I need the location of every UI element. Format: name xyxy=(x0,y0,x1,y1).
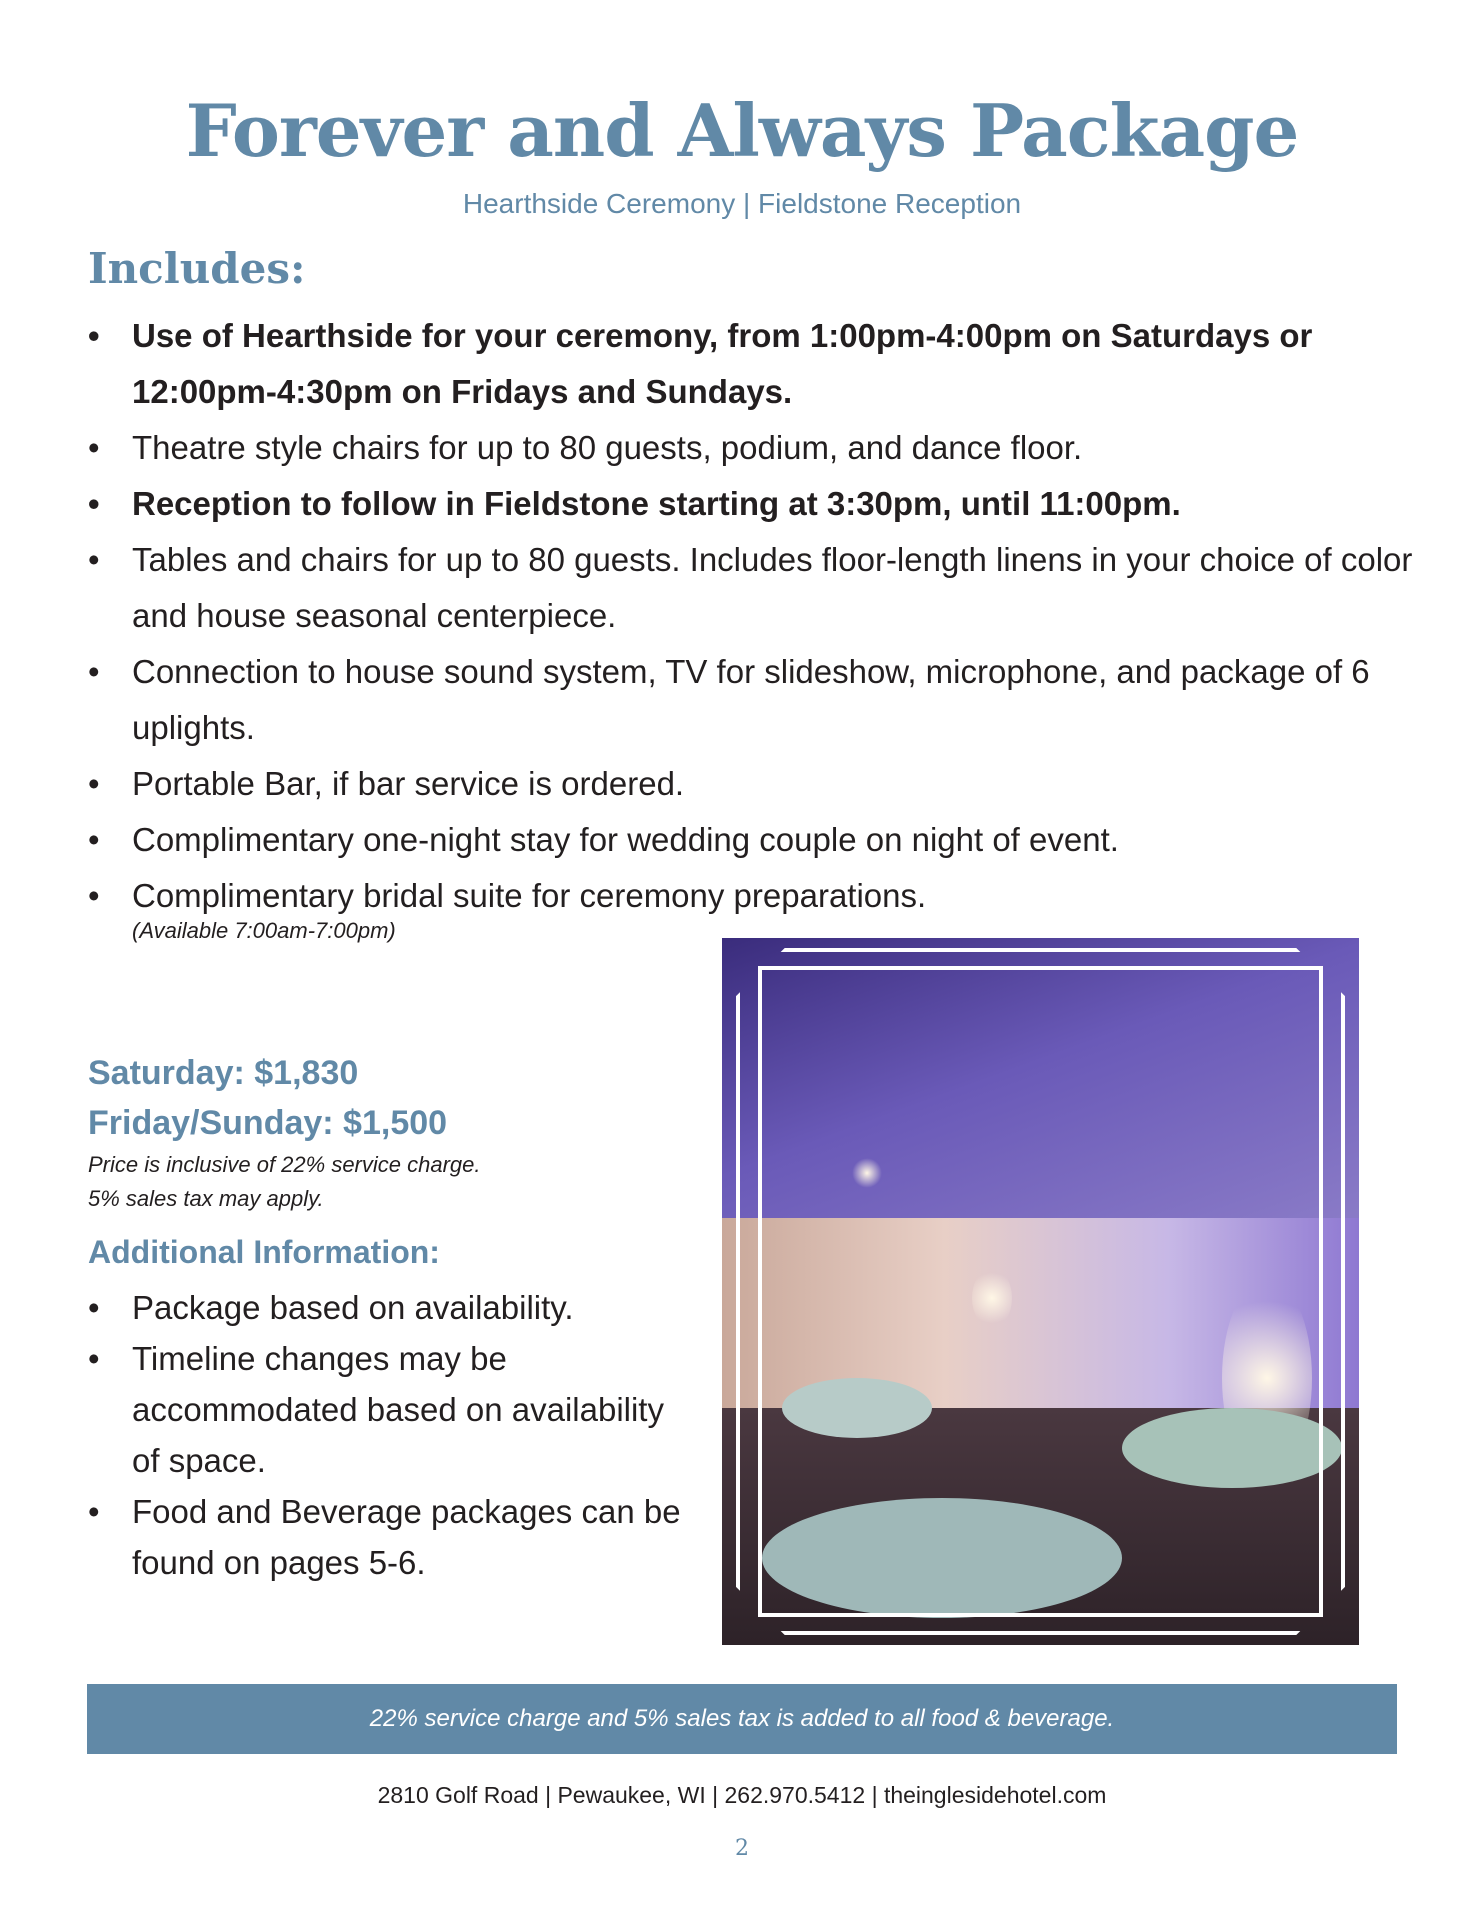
list-item xyxy=(88,476,1418,532)
additional-info-list xyxy=(88,1282,688,1588)
bullet-icon: • xyxy=(88,653,100,690)
list-item-text: Portable Bar, if bar service is ordered. xyxy=(132,765,685,802)
additional-info-heading: Additional Information: xyxy=(88,1234,440,1270)
list-item-text: Timeline changes may be accommodated based on availability of space. xyxy=(132,1340,664,1479)
bullet-icon: • xyxy=(88,317,100,354)
page-title: Forever and Always Package xyxy=(185,88,1299,173)
list-item-text: Complimentary one-night stay for wedding couple on night of event. xyxy=(132,821,1119,858)
banquet-room-photo xyxy=(722,938,1359,1645)
list-item xyxy=(88,1282,688,1333)
bullet-icon: • xyxy=(88,429,100,466)
bullet-icon: • xyxy=(88,485,100,522)
pricing-block xyxy=(88,1048,688,1216)
availability-note: (Available 7:00am-7:00pm) xyxy=(132,918,396,943)
list-item xyxy=(88,1486,688,1588)
contact-address: 2810 Golf Road | Pewaukee, WI | 262.970.5412 | theinglesidehotel.com xyxy=(377,1782,1107,1808)
list-item xyxy=(88,868,1418,944)
bullet-icon: • xyxy=(88,1289,100,1326)
bullet-icon: • xyxy=(88,1340,100,1377)
bullet-icon: • xyxy=(88,821,100,858)
saturday-price: Saturday: $1,830 xyxy=(88,1054,359,1092)
bullet-icon: • xyxy=(88,1493,100,1530)
includes-heading: Includes: xyxy=(88,244,306,293)
list-item-text: Use of Hearthside for your ceremony, from 1:00pm-4:00pm on Saturdays or 12:00pm-4:30pm on Fridays and Sundays. xyxy=(132,317,1313,410)
list-item xyxy=(88,308,1418,420)
bullet-icon: • xyxy=(88,541,100,578)
list-item xyxy=(88,812,1418,868)
list-item xyxy=(88,756,1418,812)
friday-sunday-price: Friday/Sunday: $1,500 xyxy=(88,1104,448,1142)
page-subtitle: Hearthside Ceremony | Fieldstone Reception xyxy=(462,188,1022,219)
bullet-icon: • xyxy=(88,765,100,802)
price-note-sales-tax: 5% sales tax may apply. xyxy=(88,1186,324,1211)
list-item-text: Reception to follow in Fieldstone starting at 3:30pm, until 11:00pm. xyxy=(132,485,1181,522)
list-item xyxy=(88,532,1418,644)
list-item-text: Connection to house sound system, TV for slideshow, microphone, and package of 6 uplights. xyxy=(132,653,1370,746)
decorative-frame-inner xyxy=(758,966,1323,1617)
list-item xyxy=(88,1333,688,1486)
list-item-text: Theatre style chairs for up to 80 guests, podium, and dance floor. xyxy=(132,429,1083,466)
includes-list xyxy=(88,308,1418,944)
list-item-text: Food and Beverage packages can be found on pages 5-6. xyxy=(132,1493,681,1581)
price-note-service-charge: Price is inclusive of 22% service charge. xyxy=(88,1152,481,1177)
list-item-text: Complimentary bridal suite for ceremony preparations. xyxy=(132,877,927,914)
list-item xyxy=(88,644,1418,756)
footer-bar: 22% service charge and 5% sales tax is added to all food & beverage. xyxy=(87,1684,1397,1754)
list-item xyxy=(88,420,1418,476)
list-item-text: Tables and chairs for up to 80 guests. Includes floor-length linens in your choice of color and house seasonal centerpiece. xyxy=(132,541,1413,634)
page-number: 2 xyxy=(735,1836,749,1861)
list-item-text: Package based on availability. xyxy=(132,1289,574,1326)
bullet-icon: • xyxy=(88,877,100,914)
